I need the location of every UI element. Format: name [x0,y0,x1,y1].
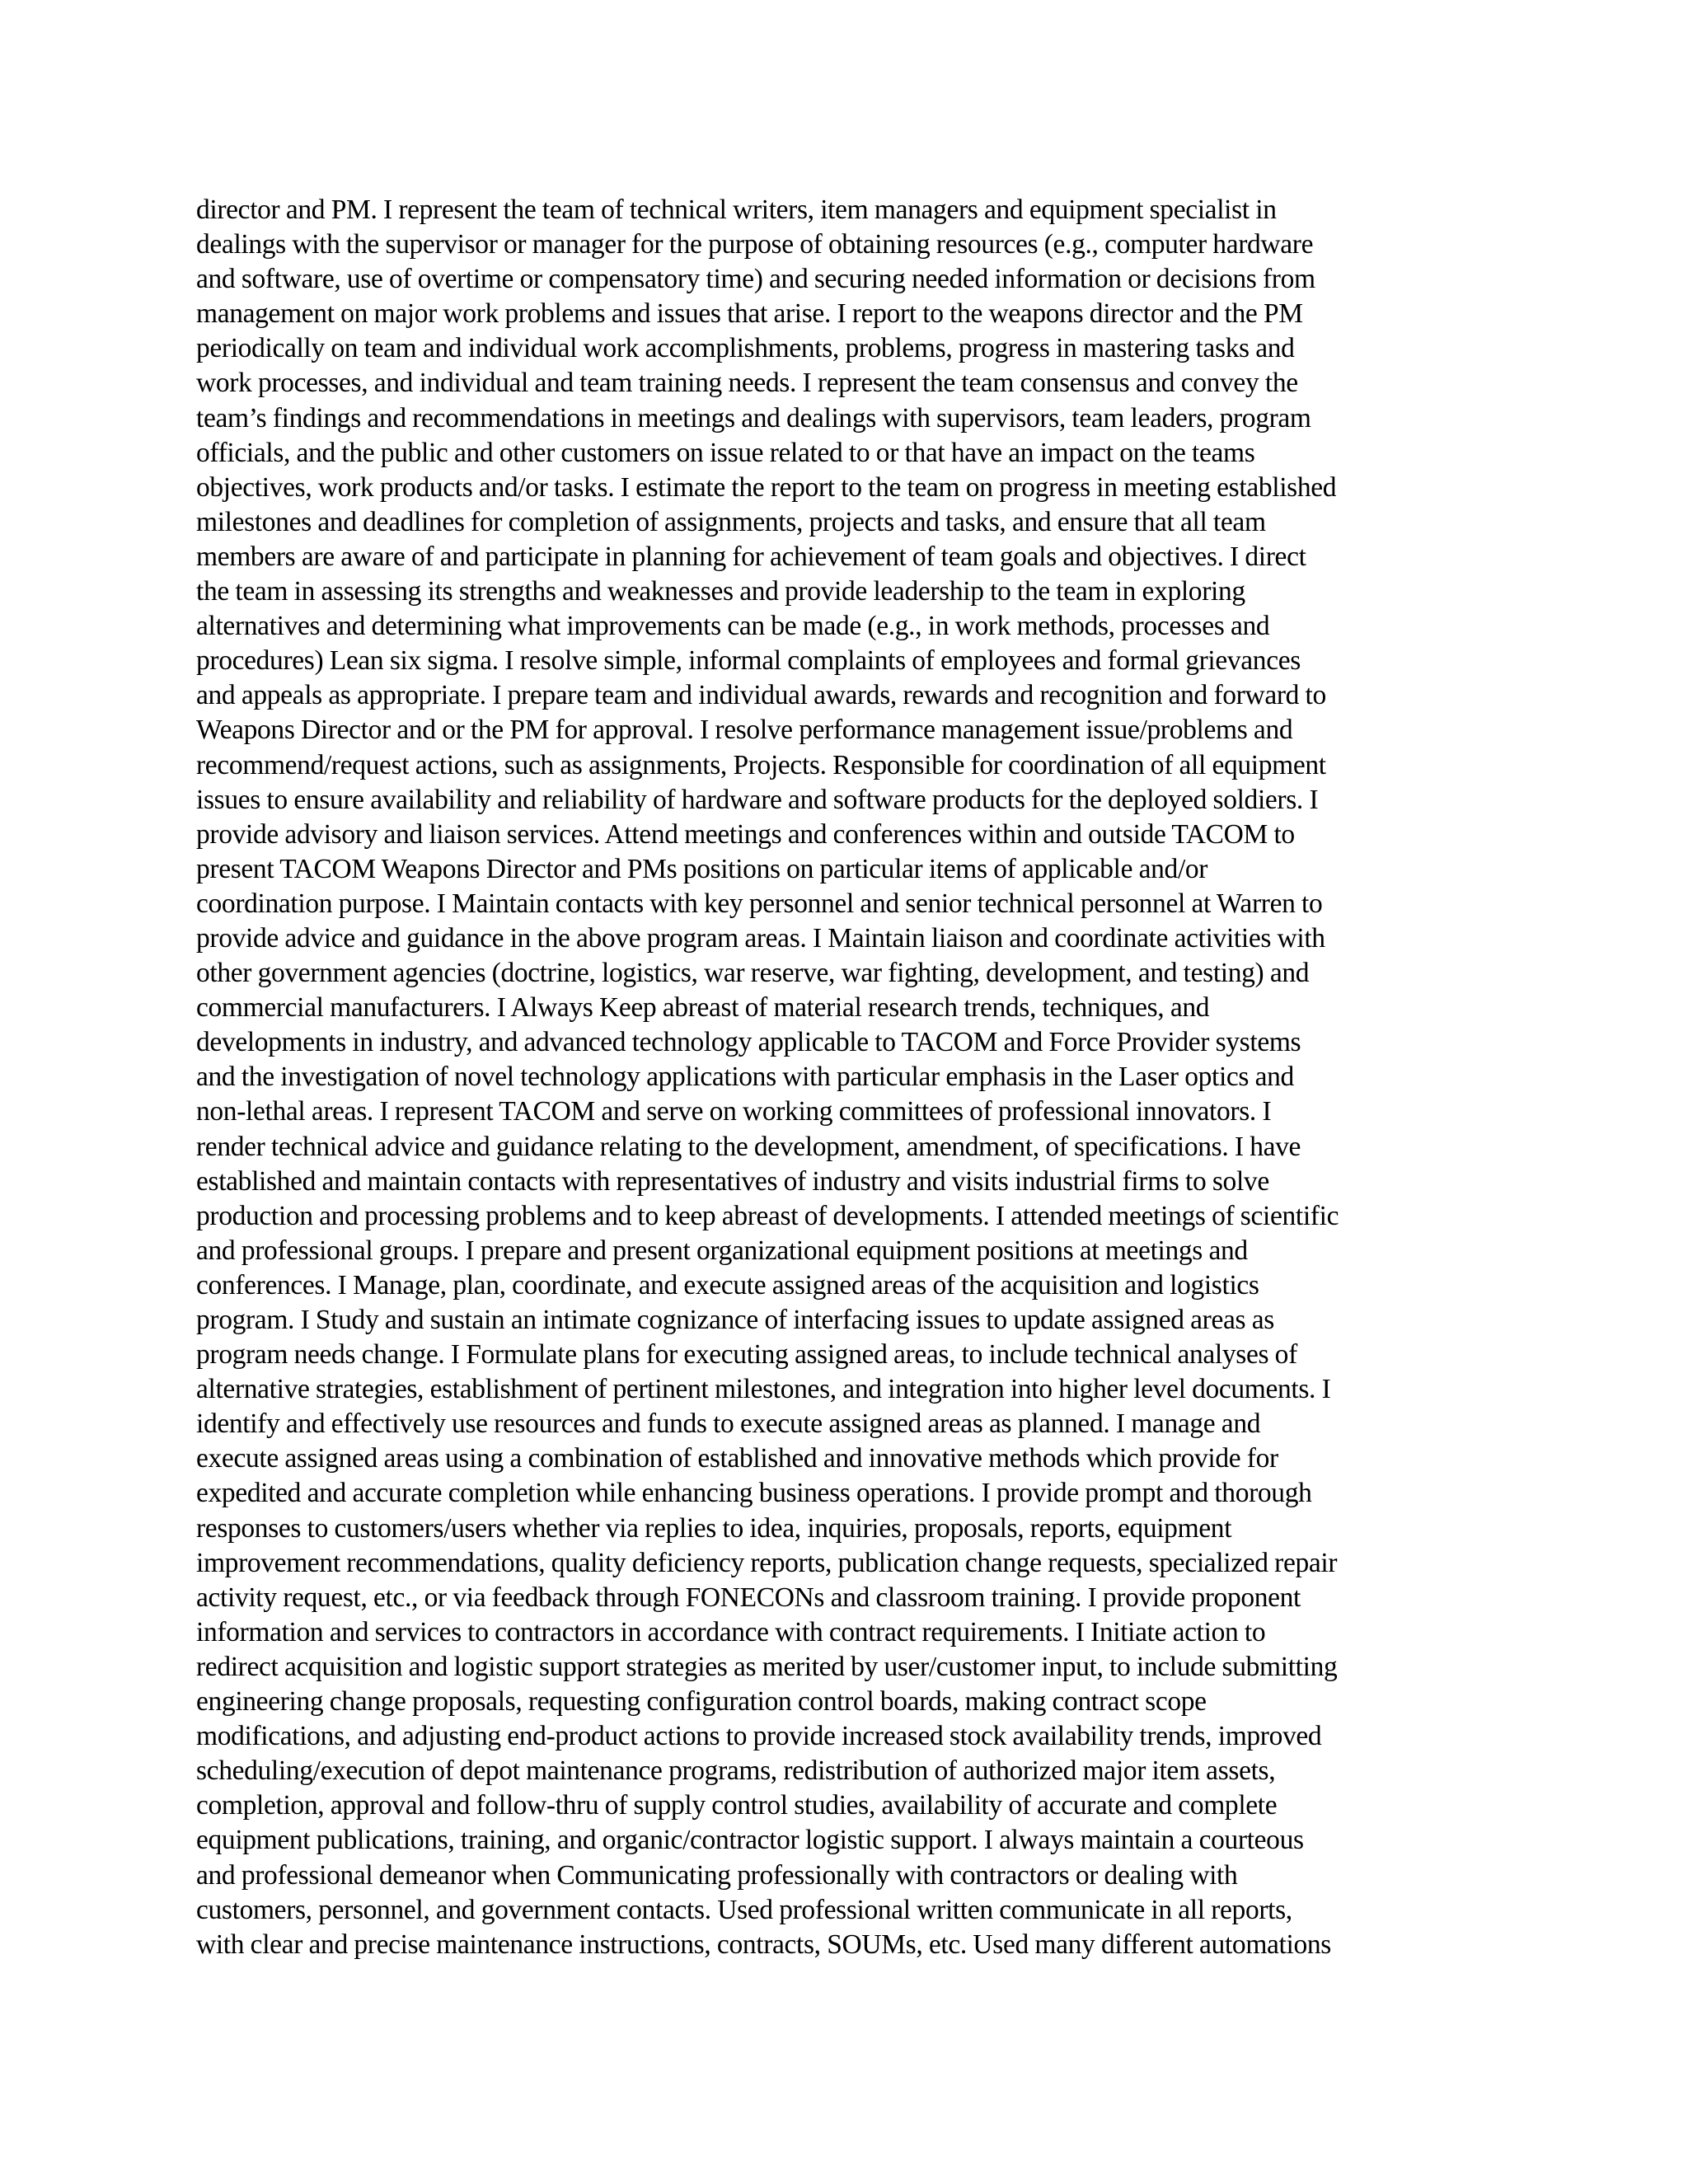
text-line: equipment publications, training, and organic/contractor logistic support. I always maintain a courteous [196,1825,1304,1856]
text-line: production and processing problems and to keep abreast of developments. I attended meetings of scientific [196,1200,1339,1231]
text-line: coordination purpose. I Maintain contacts with key personnel and senior technical personnel at Warren to [196,888,1323,919]
text-line: milestones and deadlines for completion of assignments, projects and tasks, and ensure that all team [196,506,1266,537]
text-line: Weapons Director and or the PM for approval. I resolve performance management issue/problems and [196,715,1293,746]
text-line: engineering change proposals, requesting configuration control boards, making contract scope [196,1686,1207,1718]
text-line: provide advisory and liaison services. Attend meetings and conferences within and outside TACOM to [196,818,1295,850]
text-line: program. I Study and sustain an intimate cognizance of interfacing issues to update assigned areas as [196,1305,1274,1335]
text-line: and software, use of overtime or compensatory time) and securing needed information or decisions from [196,264,1315,295]
text-line: conferences. I Manage, plan, coordinate, and execute assigned areas of the acquisition and logistics [196,1269,1259,1301]
text-line: team’s findings and recommendations in meetings and dealings with supervisors, team leaders, program [196,402,1311,434]
text-line: and appeals as appropriate. I prepare team and individual awards, rewards and recognition and forward to [196,680,1326,711]
text-line: alternatives and determining what improvements can be made (e.g., in work methods, processes and [196,611,1270,642]
text-line: developments in industry, and advanced technology applicable to TACOM and Force Provider systems [196,1027,1301,1058]
text-line: and professional demeanor when Communicating professionally with contractors or dealing with [196,1859,1238,1891]
text-line [196,1962,1515,1997]
text-line: and professional groups. I prepare and present organizational equipment positions at meetings and [196,1235,1248,1266]
text-line: information and services to contractors in accordance with contract requirements. I Initiate action to [196,1616,1266,1647]
text-line: the team in assessing its strengths and weaknesses and provide leadership to the team in exploring [196,576,1245,607]
text-line: modifications, and adjusting end-product actions to provide increased stock availability trends, improved [196,1721,1322,1752]
text-line: render technical advice and guidance relating to the development, amendment, of specifications. I have [196,1131,1301,1162]
text-line: customers, personnel, and government contacts. Used professional written communicate in all reports, [196,1894,1292,1925]
text-line: completion, approval and follow-thru of supply control studies, availability of accurate and complete [196,1790,1278,1821]
text-line: present TACOM Weapons Director and PMs positions on particular items of applicable and/or [196,853,1208,884]
text-line: expedited and accurate completion while enhancing business operations. I provide prompt and thorough [196,1478,1312,1509]
text-line: non-lethal areas. I represent TACOM and serve on working committees of professional innovators. I [196,1096,1272,1127]
text-line: established and maintain contacts with representatives of industry and visits industrial firms to solve [196,1165,1269,1197]
text-line: procedures) Lean six sigma. I resolve simple, informal complaints of employees and formal grievances [196,645,1301,677]
body-paragraph [196,193,1515,1997]
text-line: periodically on team and individual work accomplishments, problems, progress in mastering tasks and [196,333,1295,364]
text-line: alternative strategies, establishment of pertinent milestones, and integration into higher level documents. I [196,1374,1331,1405]
text-line: improvement recommendations, quality deficiency reports, publication change requests, specialized repair [196,1547,1338,1578]
text-line: commercial manufacturers. I Always Keep abreast of material research trends, techniques, and [196,992,1210,1024]
text-line: director and PM. I represent the team of technical writers, item managers and equipment specialist in [196,194,1277,225]
text-line: program needs change. I Formulate plans for executing assigned areas, to include technical analyses of [196,1339,1297,1371]
text-line: objectives, work products and/or tasks. I estimate the report to the team on progress in meeting established [196,471,1337,503]
text-line: work processes, and individual and team training needs. I represent the team consensus and convey the [196,368,1298,399]
text-line: responses to customers/users whether via replies to idea, inquiries, proposals, reports, equipment [196,1512,1232,1544]
text-line: and the investigation of novel technology applications with particular emphasis in the Laser optics and [196,1062,1294,1093]
text-line: identify and effectively use resources and funds to execute assigned areas as planned. I manage and [196,1408,1261,1440]
text-line: execute assigned areas using a combination of established and innovative methods which provide for [196,1443,1278,1474]
text-line: dealings with the supervisor or manager for the purpose of obtaining resources (e.g., computer hardware [196,229,1314,260]
text-line: redirect acquisition and logistic support strategies as merited by user/customer input, to include submitting [196,1651,1338,1682]
text-line: management on major work problems and issues that arise. I report to the weapons director and the PM [196,298,1303,330]
text-line: recommend/request actions, such as assignments, Projects. Responsible for coordination of all equipment [196,749,1326,780]
text-line: activity request, etc., or via feedback through FONECONs and classroom training. I provide proponent [196,1582,1301,1613]
text-line: issues to ensure availability and reliability of hardware and software products for the deployed soldiers. I [196,784,1319,815]
text-line: officials, and the public and other customers on issue related to or that have an impact on the teams [196,437,1255,468]
text-line: with clear and precise maintenance instructions, contracts, SOUMs, etc. Used many different automations [196,1929,1331,1960]
text-line: other government agencies (doctrine, logistics, war reserve, war fighting, development, and testing) and [196,958,1310,989]
text-line: members are aware of and participate in planning for achievement of team goals and objectives. I direct [196,541,1306,572]
text-line: provide advice and guidance in the above program areas. I Maintain liaison and coordinate activities with [196,922,1325,954]
text-line: scheduling/execution of depot maintenance programs, redistribution of authorized major item assets, [196,1755,1276,1787]
